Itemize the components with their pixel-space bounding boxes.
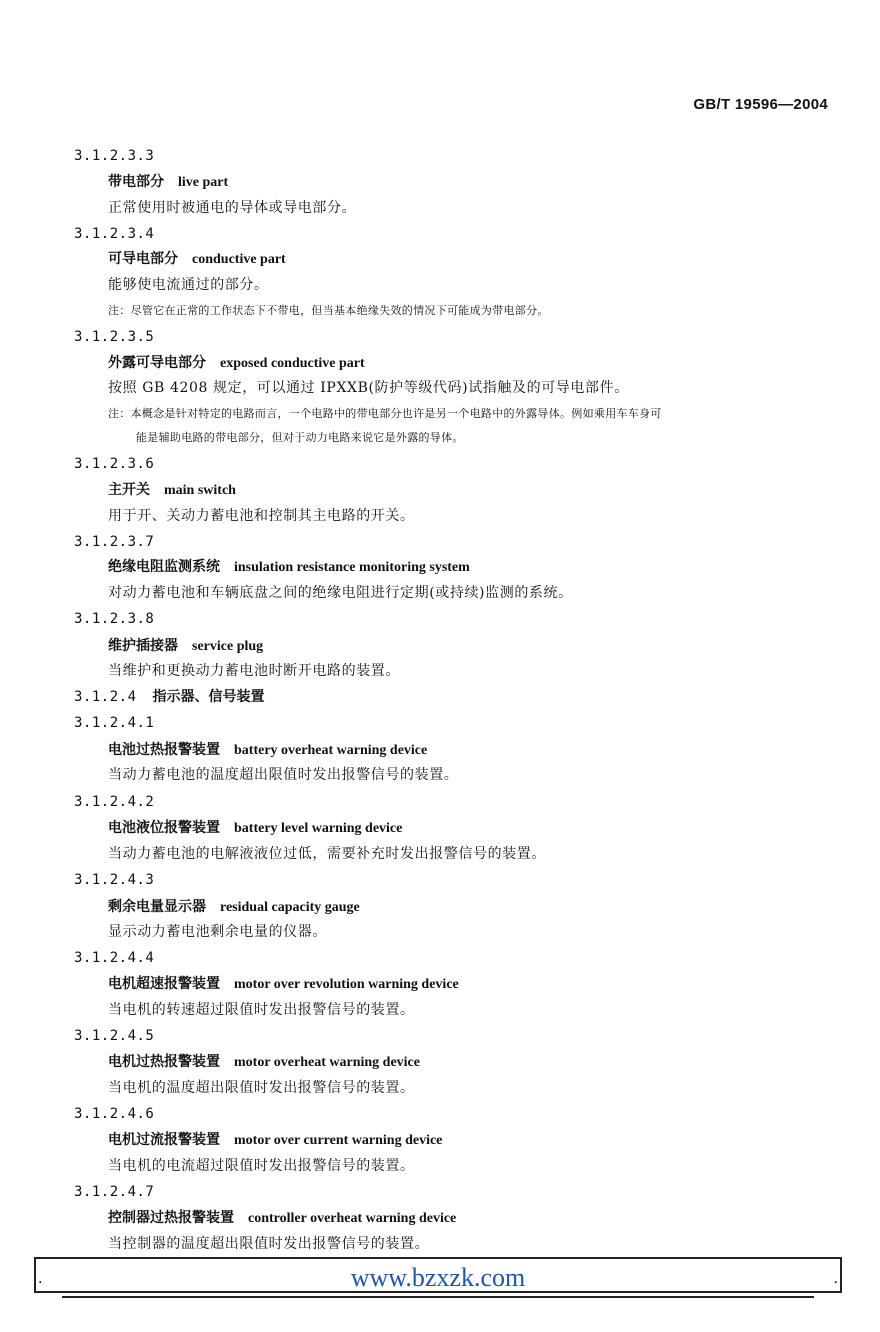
term-en: conductive part bbox=[192, 252, 286, 267]
footer-url-link[interactable]: www.bzxzk.com bbox=[350, 1263, 526, 1292]
term-title bbox=[108, 249, 286, 270]
term-title bbox=[108, 557, 470, 578]
note: 注：本概念是针对特定的电路而言，一个电路中的带电部分也许是另一个电路中的外露导体。例如乘用车车身可 bbox=[108, 407, 662, 420]
term-cn: 维护插接器 bbox=[108, 638, 178, 654]
definition: 当电机的电流超过限值时发出报警信号的装置。 bbox=[108, 1158, 415, 1174]
definition: 当控制器的温度超出限值时发出报警信号的装置。 bbox=[108, 1236, 430, 1252]
term-title bbox=[108, 480, 236, 501]
definition: 当动力蓄电池的温度超出限值时发出报警信号的装置。 bbox=[108, 767, 459, 783]
clause-number: 3.1.2.4.5 bbox=[74, 1028, 155, 1044]
term-en: motor over revolution warning device bbox=[234, 977, 459, 992]
definition: 显示动力蓄电池剩余电量的仪器。 bbox=[108, 924, 327, 940]
definition: 当电机的转速超过限值时发出报警信号的装置。 bbox=[108, 1002, 415, 1018]
term-cn: 外露可导电部分 bbox=[108, 355, 206, 371]
standard-code: GB/T 19596—2004 bbox=[693, 96, 828, 113]
clause-number: 3.1.2.3.5 bbox=[74, 329, 155, 345]
term-cn: 带电部分 bbox=[108, 174, 164, 190]
term-cn: 剩余电量显示器 bbox=[108, 899, 206, 915]
clause-number: 3.1.2.3.6 bbox=[74, 456, 155, 472]
definition: 当电机的温度超出限值时发出报警信号的装置。 bbox=[108, 1080, 415, 1096]
definition: 正常使用时被通电的导体或导电部分。 bbox=[108, 200, 357, 216]
term-en: battery overheat warning device bbox=[234, 743, 428, 758]
definition: 对动力蓄电池和车辆底盘之间的绝缘电阻进行定期(或持续)监测的系统。 bbox=[108, 585, 573, 601]
term-title bbox=[108, 1130, 442, 1151]
term-title bbox=[108, 172, 228, 193]
definition: 能够使电流通过的部分。 bbox=[108, 277, 269, 293]
footer-dot-right: . bbox=[833, 1271, 838, 1287]
footer-dot-left: . bbox=[38, 1271, 43, 1287]
definition: 按照 GB 4208 规定，可以通过 IPXXB(防护等级代码)试指触及的可导电部件。 bbox=[108, 380, 629, 396]
term-en: insulation resistance monitoring system bbox=[234, 560, 470, 575]
term-title bbox=[108, 1052, 420, 1073]
footer-rule bbox=[62, 1296, 814, 1298]
term-en: battery level warning device bbox=[234, 821, 403, 836]
term-cn: 电池过热报警装置 bbox=[108, 742, 220, 758]
term-cn: 电池液位报警装置 bbox=[108, 820, 220, 836]
term-title bbox=[108, 818, 402, 839]
term-en: controller overheat warning device bbox=[248, 1211, 457, 1226]
term-en: motor overheat warning device bbox=[234, 1055, 420, 1070]
term-en: live part bbox=[178, 175, 229, 190]
term-en: residual capacity gauge bbox=[220, 900, 360, 915]
clause-number: 3.1.2.4.7 bbox=[74, 1184, 155, 1200]
note: 注：尽管它在正常的工作状态下不带电，但当基本绝缘失效的情况下可能成为带电部分。 bbox=[108, 304, 549, 317]
clause-number: 3.1.2.4.4 bbox=[74, 950, 155, 966]
note-continuation: 能是辅助电路的带电部分，但对于动力电路来说它是外露的导体。 bbox=[136, 431, 464, 444]
clause-number: 3.1.2.3.4 bbox=[74, 226, 155, 242]
footer-banner bbox=[34, 1257, 842, 1293]
term-cn: 可导电部分 bbox=[108, 251, 178, 267]
clause-number: 3.1.2.4.6 bbox=[74, 1106, 155, 1122]
term-en: service plug bbox=[192, 639, 264, 654]
clause-number: 3.1.2.3.7 bbox=[74, 534, 155, 550]
term-en: motor over current warning device bbox=[234, 1133, 443, 1148]
term-cn: 电机过热报警装置 bbox=[108, 1054, 220, 1070]
definition: 当维护和更换动力蓄电池时断开电路的装置。 bbox=[108, 663, 400, 679]
term-title bbox=[108, 1208, 456, 1229]
clause-number: 3.1.2.3.3 bbox=[74, 148, 155, 164]
clause-number: 3.1.2.4.3 bbox=[74, 872, 155, 888]
term-title bbox=[108, 636, 263, 657]
term-title bbox=[108, 897, 360, 918]
clause-number: 3.1.2.3.8 bbox=[74, 611, 155, 627]
clause-number: 3.1.2.4.1 bbox=[74, 715, 155, 731]
term-cn: 电机超速报警装置 bbox=[108, 976, 220, 992]
definition: 用于开、关动力蓄电池和控制其主电路的开关。 bbox=[108, 508, 415, 524]
section-heading bbox=[74, 687, 265, 707]
term-cn: 绝缘电阻监测系统 bbox=[108, 559, 220, 575]
term-cn: 控制器过热报警装置 bbox=[108, 1210, 234, 1226]
section-title: 指示器、信号装置 bbox=[152, 689, 265, 705]
term-title bbox=[108, 740, 427, 761]
term-title bbox=[108, 974, 459, 995]
term-en: exposed conductive part bbox=[220, 356, 365, 371]
term-title bbox=[108, 353, 365, 374]
definition: 当动力蓄电池的电解液液位过低，需要补充时发出报警信号的装置。 bbox=[108, 846, 546, 862]
clause-number: 3.1.2.4.2 bbox=[74, 794, 155, 810]
section-number: 3.1.2.4 bbox=[74, 689, 137, 705]
term-en: main switch bbox=[164, 483, 236, 498]
term-cn: 电机过流报警装置 bbox=[108, 1132, 220, 1148]
term-cn: 主开关 bbox=[108, 482, 150, 498]
